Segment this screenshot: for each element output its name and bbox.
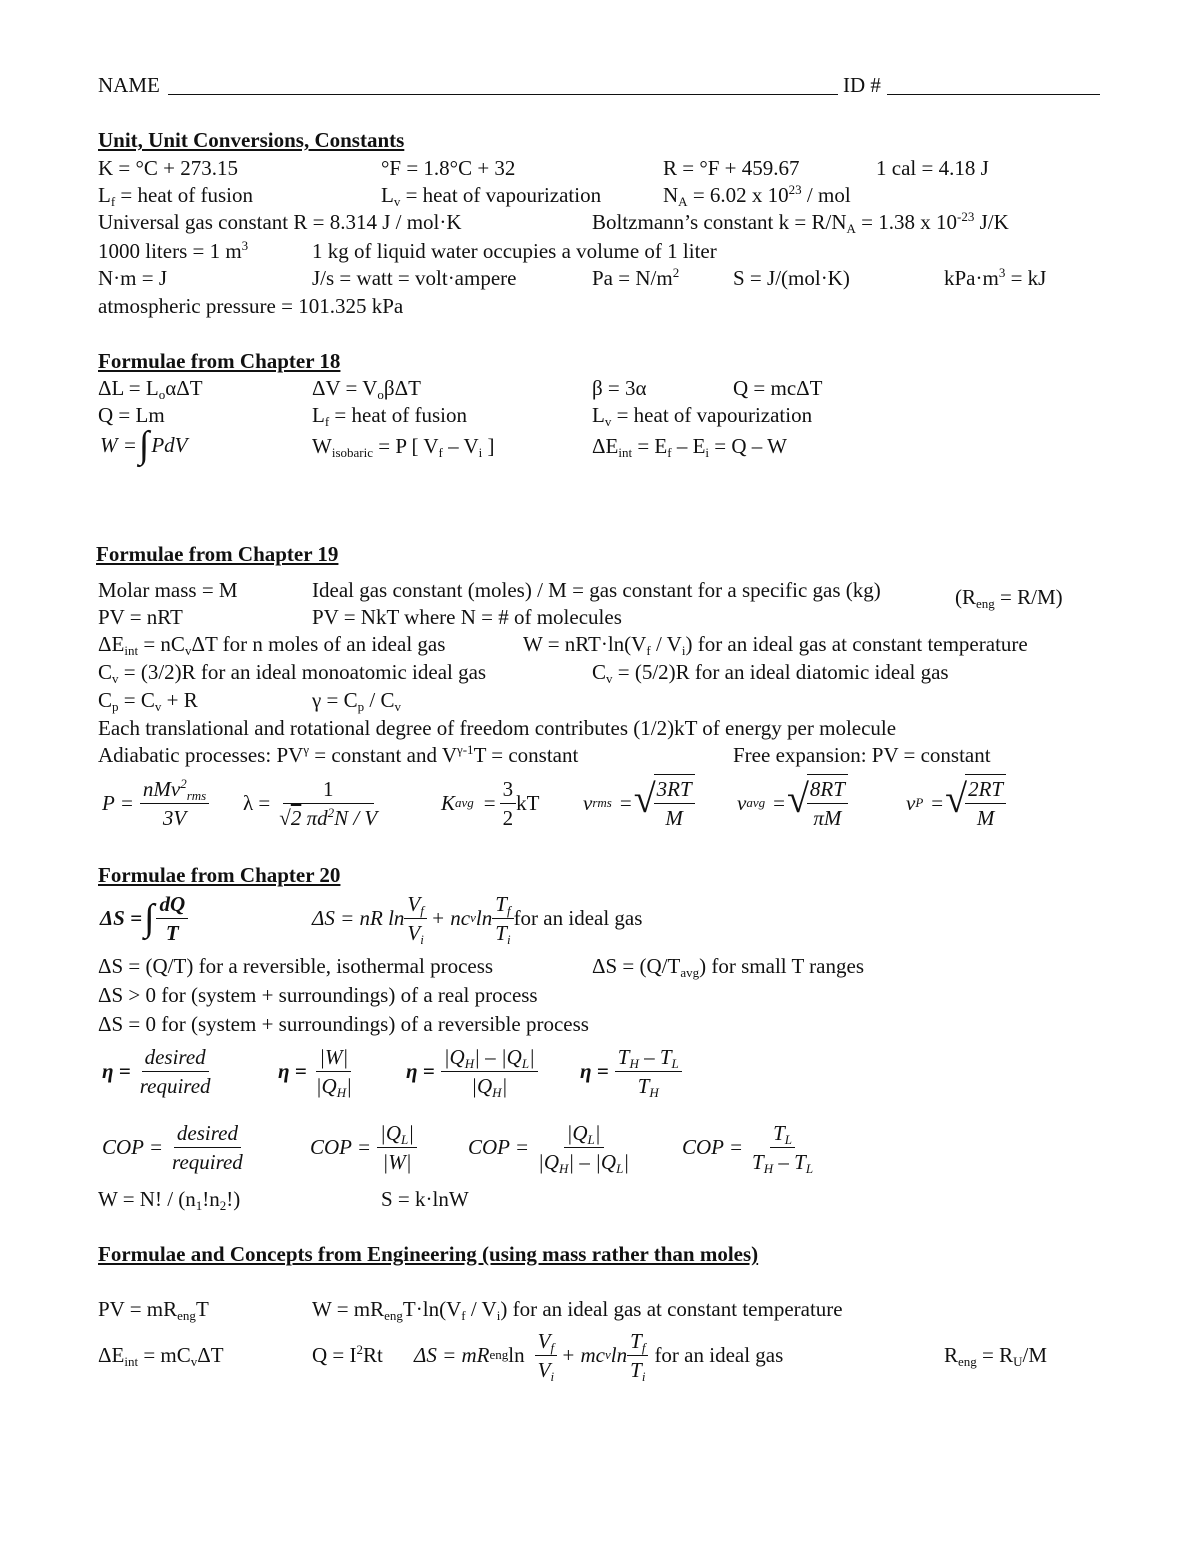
efficiency-work: η = $\frac{|W|}{|Q_H|}$ <box>278 1044 352 1100</box>
isothermal-work-mass: $W = mR_{eng}T\cdot\ln(V_f / V_i)$ for an ideal gas at constant temperature <box>312 1297 843 1323</box>
universal-gas-constant: Universal gas constant R = 8.314 J / mol·K <box>98 210 462 234</box>
vrms-eq: v rms = √ $\frac{3RT}{M}$ <box>583 772 695 834</box>
specific-gas-constant-def: Ideal gas constant (moles) / M = gas constant for a specific gas (kg) <box>312 578 881 602</box>
pascal-unit: $Pa = N/m^2$ <box>592 265 680 290</box>
r-eng-def: $(R_{eng} = R/M)$ <box>955 585 1063 611</box>
entropy-ideal-gas: ΔS = nR ln $\frac{V_f}{V_i}$ + nc v ln $\frac{T_f}{T_i}$ for an ideal gas <box>312 891 643 947</box>
heat-of-fusion-def: $L_f$ = heat of fusion <box>98 183 253 209</box>
ch20-title: Formulae from Chapter 20 <box>98 863 341 887</box>
entropy-integral: ΔS = ∫ $\frac{dQ}{T}$ <box>100 888 188 948</box>
avg-kinetic-energy-eq: K avg = $\frac{3}{2}$ kT <box>441 776 540 830</box>
ch18-title: Formulae from Chapter 18 <box>98 349 341 373</box>
isothermal-work: $W = nRT\cdot\ln(V_f / V_i)$ for an ideal gas at constant temperature <box>523 632 1028 658</box>
beta-alpha-relation: β = 3α <box>592 376 647 400</box>
rankine-conversion: R = °F + 459.67 <box>663 156 800 180</box>
work-integral: W = ∫ PdV <box>100 424 188 466</box>
efficiency-carnot: η = $\frac{T_H - T_L}{T_H}$ <box>580 1040 682 1102</box>
microstates-formula: W = N! / $(n_1!n_2!)$ <box>98 1187 241 1213</box>
boltzmann-entropy: S = k·lnW <box>381 1187 469 1211</box>
first-law: $\Delta E_{int} = E_f - E_i = Q - W$ <box>592 434 787 460</box>
heat-of-vaporization-def: $L_v$ = heat of vapourization <box>381 183 602 209</box>
latent-heat-formula: Q = Lm <box>98 403 165 427</box>
ideal-gas-law-moles: PV = nRT <box>98 605 183 629</box>
internal-energy-formula: $\Delta E_{int} = nC_v\Delta T$ for n moles of an ideal gas <box>98 632 446 658</box>
entropy-reversible-process: ΔS = 0 for (system + surroundings) of a reversible process <box>98 1012 589 1036</box>
cv-diatomic: $C_v = (5/2)R$ for an ideal diatomic ideal gas <box>592 660 949 686</box>
volume-expansion: $\Delta V = V_o\beta\Delta T$ <box>312 376 421 402</box>
cop-heats: COP = $\frac{|Q_L|}{|Q_H| - |Q_L|}$ <box>468 1120 630 1176</box>
kelvin-conversion: K = °C + 273.15 <box>98 156 239 180</box>
cv-monoatomic: $C_v = (3/2)R$ for an ideal monoatomic ideal gas <box>98 660 487 686</box>
joule-unit: N·m = J <box>98 266 168 290</box>
eng-title: Formulae and Concepts from Engineering (using mass rather than moles) <box>98 1242 759 1266</box>
r-eng-relation: $R_{eng} = R_U/M$ <box>944 1343 1048 1369</box>
entropy-unit: S = J/(mol·K) <box>733 266 850 290</box>
pressure-kinetic-eq: P = $\frac{nMv^2_{rms}}{3V}$ <box>102 772 209 834</box>
cp-cv-relation: $C_p = C_v + R$ <box>98 688 198 714</box>
water-volume-note: 1 kg of liquid water occupies a volume of 1 liter <box>312 239 717 263</box>
id-field[interactable] <box>887 94 1100 95</box>
specific-heat-formula: Q = mcΔT <box>733 376 823 400</box>
calorie-conversion: 1 cal = 4.18 J <box>876 156 989 180</box>
equipartition-note: Each translational and rotational degree of freedom contributes (1/2)kT of energy per molecule <box>98 716 897 740</box>
isobaric-work: $W_{isobaric} = P$ [ $V_f - V_i$ ] <box>312 434 495 460</box>
linear-expansion: $\Delta L = L_o\alpha\Delta T$ <box>98 376 203 402</box>
free-expansion: Free expansion: PV = constant <box>733 743 991 767</box>
name-label: NAME <box>98 73 160 97</box>
mean-free-path-eq: λ = $\frac{1}{√2 \pi d^2N / V}$ <box>243 776 378 830</box>
entropy-real-process: ΔS > 0 for (system + surroundings) of a real process <box>98 983 538 1007</box>
vp-eq: v P = √ $\frac{2RT}{M}$ <box>906 772 1006 834</box>
cop-work: COP = $\frac{|Q_L|}{|W|}$ <box>310 1115 417 1179</box>
ideal-gas-law-molecules: PV = NkT where N = # of molecules <box>312 605 622 629</box>
ch19-title: Formulae from Chapter 19 <box>96 542 339 566</box>
boltzmann-constant: Boltzmann’s constant $k = R/N_A = 1.38$ x $10^{-23}$ J/K <box>592 209 1009 236</box>
internal-energy-mass: $\Delta E_{int} = mC_v\Delta T$ <box>98 1343 224 1369</box>
kpa-m3-unit: $kPa\cdot m^3$ = kJ <box>944 265 1047 290</box>
liters-conversion: 1000 liters = 1 $m^3$ <box>98 238 249 263</box>
units-title: Unit, Unit Conversions, Constants <box>98 128 405 152</box>
gamma-def: $\gamma = C_p / C_v$ <box>312 688 401 714</box>
atmospheric-pressure: atmospheric pressure = 101.325 kPa <box>98 294 404 318</box>
entropy-small-t: $\Delta S = (Q/T_{avg})$ for small T ranges <box>592 954 864 980</box>
efficiency-heats: η = $\frac{|Q_H| - |Q_L|}{|Q_H|}$ <box>406 1040 538 1102</box>
molar-mass-def: Molar mass = M <box>98 578 238 602</box>
joule-heating: $Q = I^2Rt$ <box>312 1342 383 1367</box>
fahrenheit-conversion: °F = 1.8°C + 32 <box>381 156 516 180</box>
avogadro-constant: $N_A = 6.02$ x $10^{23}$ / mol <box>663 182 851 209</box>
watt-unit: J/s = watt = volt·ampere <box>312 266 517 290</box>
name-field[interactable] <box>168 94 838 95</box>
entropy-isothermal: ΔS = (Q/T) for a reversible, isothermal process <box>98 954 494 978</box>
ideal-gas-law-mass: PV = $mR_{eng}T$ <box>98 1297 209 1323</box>
entropy-mass-ideal-gas: ΔS = mR eng ln $\frac{V_f}{V_i}$ + mc v ln $\frac{T_f}{T_i}$ for an ideal gas <box>414 1328 784 1384</box>
efficiency-desired: η = $\frac{\text{desired}}{\text{required}}$ <box>102 1044 211 1098</box>
id-label: ID # <box>843 73 881 97</box>
vavg-eq: v avg = √ $\frac{8RT}{\pi M}$ <box>737 772 848 834</box>
ch18-heat-of-vaporization: $L_v$ = heat of vapourization <box>592 403 813 429</box>
cop-carnot: COP = $\frac{T_L}{T_H - T_L}$ <box>682 1120 814 1176</box>
cop-desired: COP = $\frac{\text{desired}}{\text{required}}$ <box>102 1120 243 1174</box>
adiabatic-processes: Adiabatic processes: $PV^\gamma$ = constant and $V^{\gamma-1}T$ = constant <box>98 742 579 767</box>
ch18-heat-of-fusion: $L_f$ = heat of fusion <box>312 403 467 429</box>
